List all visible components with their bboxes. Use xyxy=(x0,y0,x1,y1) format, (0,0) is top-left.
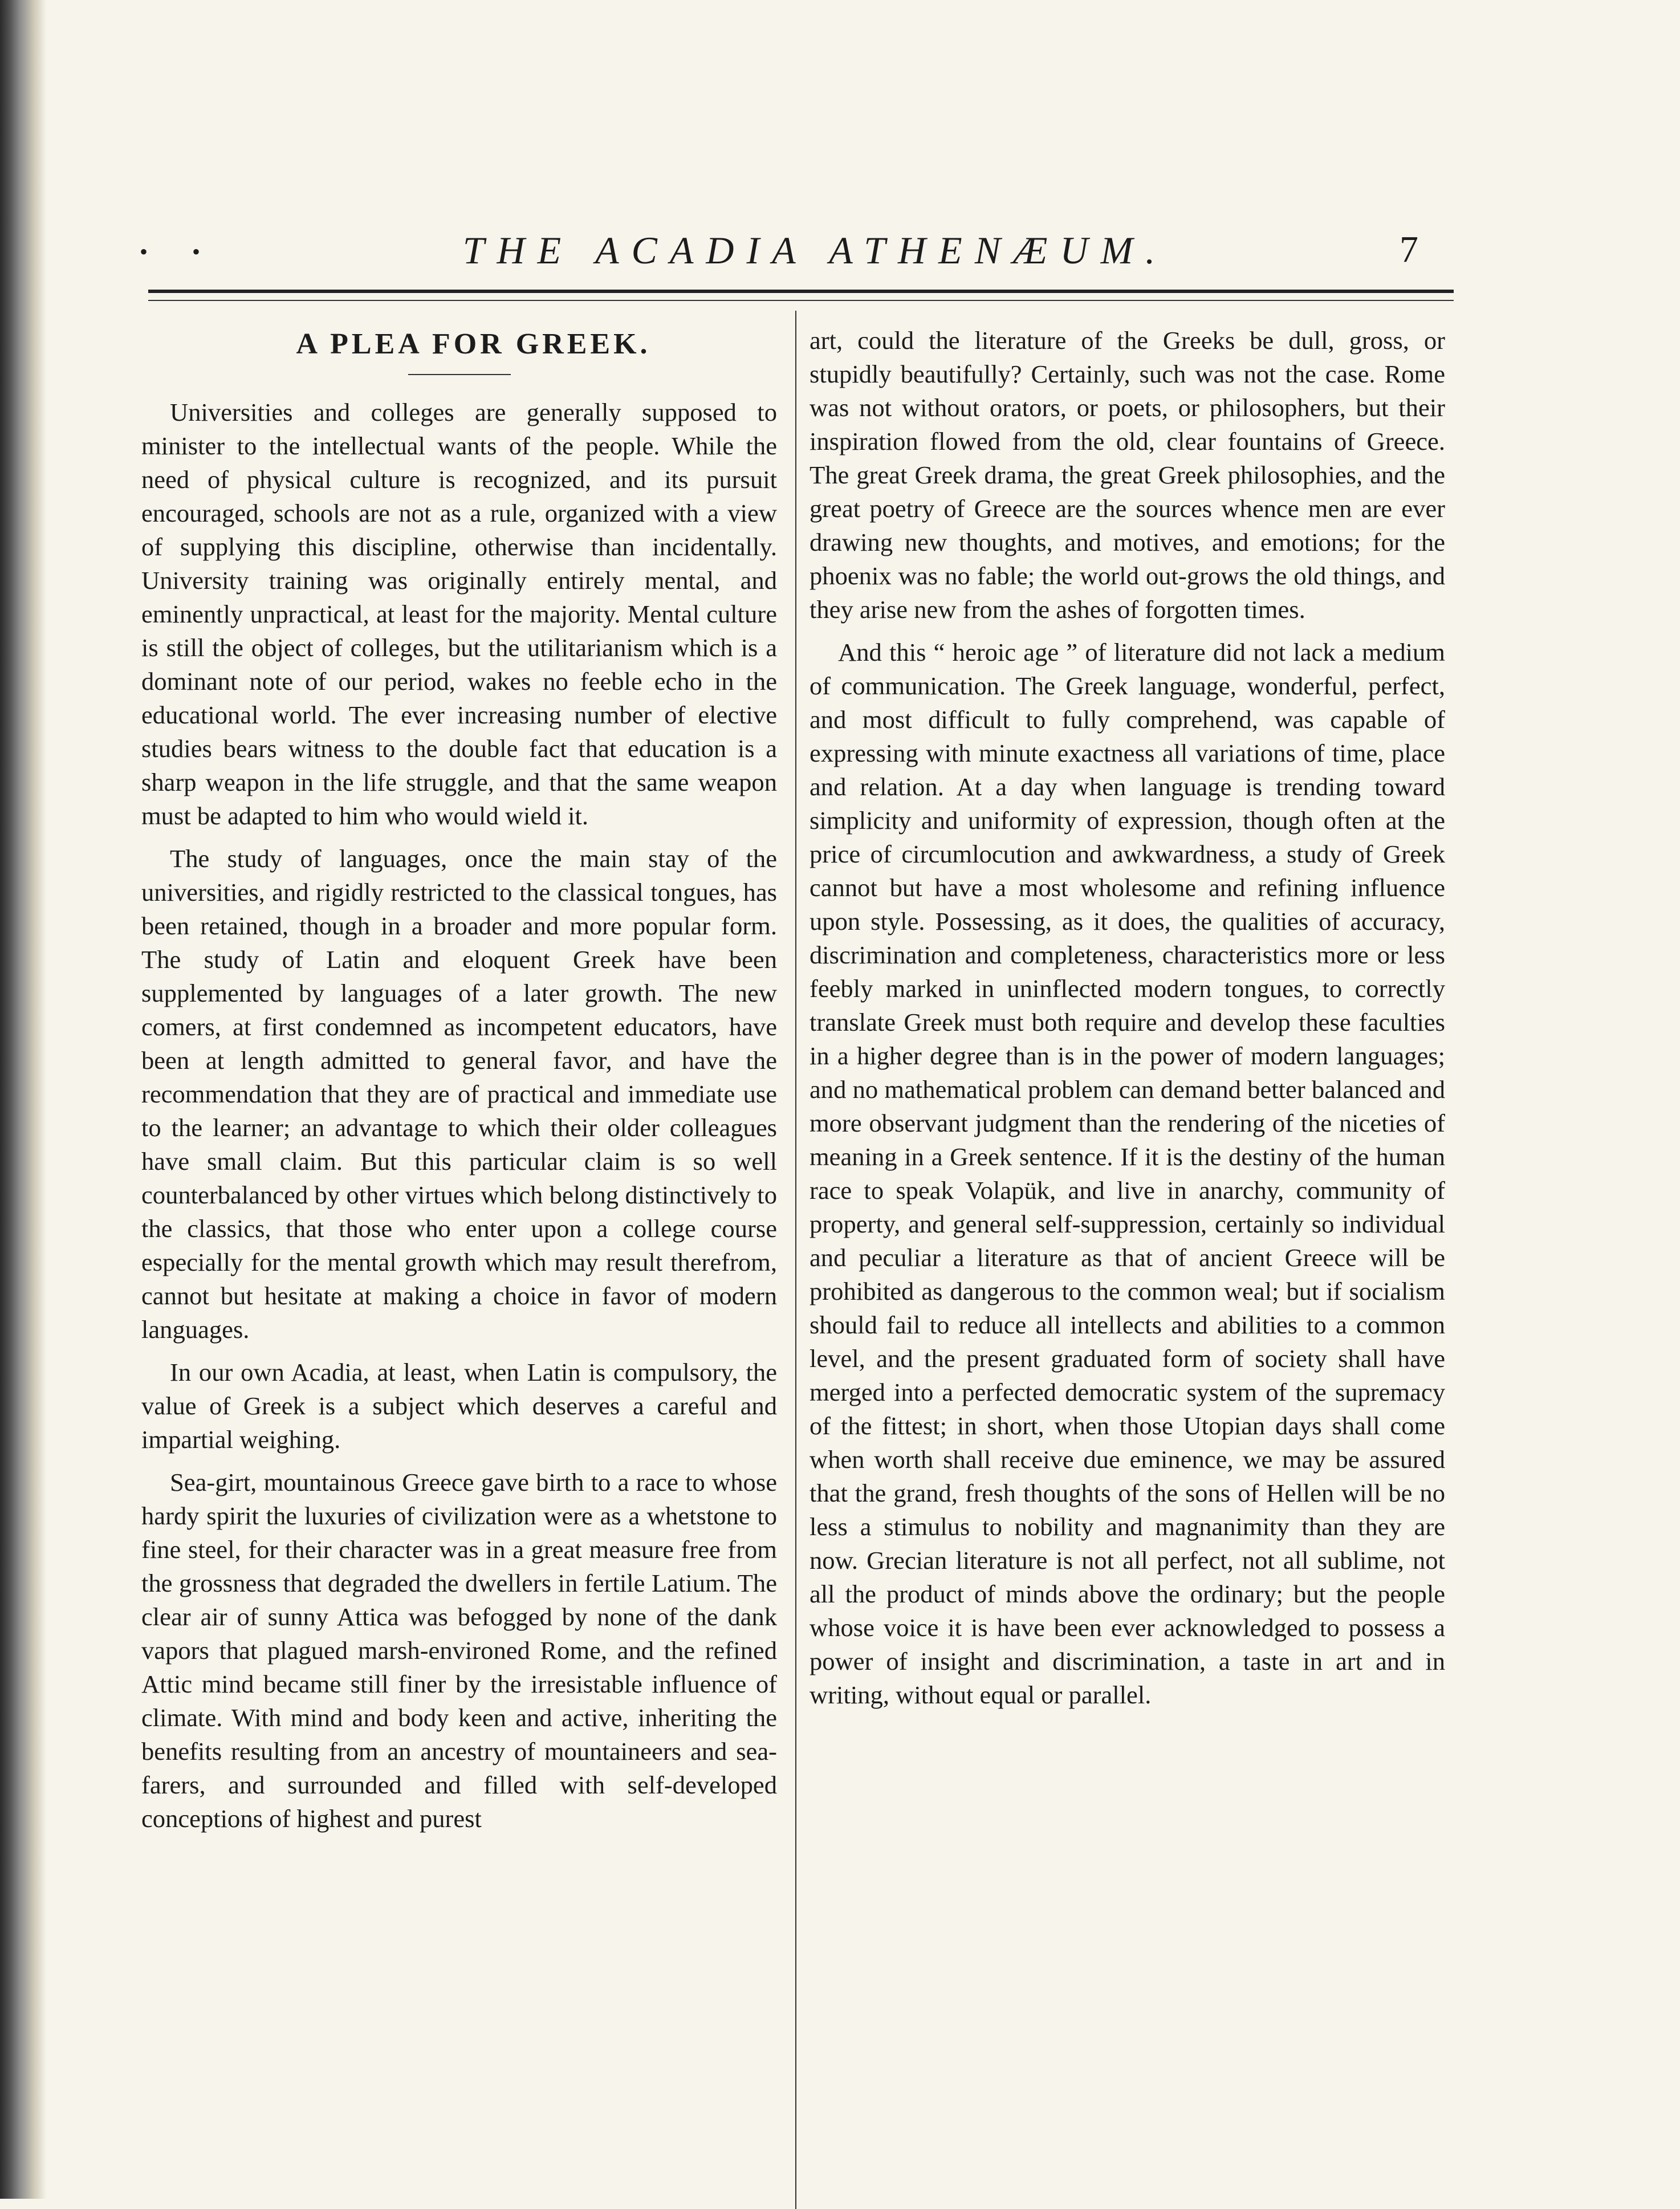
header-ornament: • • xyxy=(140,239,220,265)
running-header xyxy=(0,228,1680,274)
right-column xyxy=(810,324,1445,1721)
paragraph: The study of languages, once the main stay of the universities, and rigidly restricted to the classical tongues, has been retained, though in a broader and more popular form. The study of Latin and eloquent Greek have been supplemented by languages of a later growth. The new comers, at first condemned as incompetent educators, have been at length admitted to general favor, and have the recommendation that they are of practical and immediate use to the learner; an advantage to which their older colleagues have small claim. But this particular claim is so well counterbalanced by other virtues which belong distinctively to the classics, that those who enter upon a college course especially for the mental growth which may result therefrom, cannot but hesitate at making a choice in favor of modern languages. xyxy=(141,844,777,1344)
left-column xyxy=(141,324,777,1845)
column-divider xyxy=(795,311,796,2209)
paragraph: art, could the literature of the Greeks be dull, gross, or stupidly beautifully? Certainly, such was not the case. Rome was not without orators, or poets, or philosophers, but their inspiration flowed from the old, clear fountains of Greece. The great Greek drama, the great Greek philosophies, and the great poetry of Greece are the sources whence men are ever drawing new thoughts, and motives, and emotions; for the phoenix was no fable; the world out-grows the old things, and they arise new from the ashes of forgotten times. xyxy=(810,326,1445,624)
paragraph: Universities and colleges are generally supposed to minister to the intellectual wants of the people. While the need of physical culture is recognized, and its pursuit encouraged, schools are not as a rule, organized with a view of supplying this discipline, otherwise than incidentally. University training was originally entirely mental, and eminently unpractical, at least for the majority. Mental culture is still the object of colleges, but the utilitarianism which is a dominant note of our period, wakes no feeble echo in the educational world. The ever increasing number of elective studies bears witness to the double fact that education is a sharp weapon in the life struggle, and that the same weapon must be adapted to him who would wield it. xyxy=(141,398,777,830)
header-rule xyxy=(148,290,1454,293)
paragraph: In our own Acadia, at least, when Latin is compulsory, the value of Greek is a subject which deserves a careful and impartial weighing. xyxy=(141,1358,777,1454)
article-title: A PLEA FOR GREEK. xyxy=(296,328,651,360)
running-title: THE ACADIA ATHENÆUM. xyxy=(462,229,1168,272)
page-number: 7 xyxy=(1400,229,1418,270)
page-binding-edge xyxy=(0,0,47,2199)
paragraph: Sea-girt, mountainous Greece gave birth to a race to whose hardy spirit the luxuries of civilization were as a whetstone to fine steel, for their character was in a great measure free from the grossness that degraded the dwellers in fertile Latium. The clear air of sunny Attica was befogged by none of the dank vapors that plagued marsh-environed Rome, and the refined Attic mind became still finer by the irresistable influence of climate. With mind and body keen and active, inheriting the benefits resulting from an ancestry of mountaineers and sea-farers, and surrounded and filled with self-developed conceptions of highest and purest xyxy=(141,1468,777,1833)
paragraph: And this “ heroic age ” of literature did not lack a medium of communication. The Greek language, wonderful, perfect, and most difficult to fully comprehend, was capable of expressing with minute exactness all variations of time, place and relation. At a day when language is trending toward simplicity and uniformity of expression, though often at the price of circumlocution and awkwardness, a study of Greek cannot but have a most wholesome and refining influence upon style. Possessing, as it does, the qualities of accuracy, discrimination and completeness, characteristics more or less feebly marked in uninflected modern tongues, to correctly translate Greek must both require and develop these faculties in a higher degree than is in the power of modern languages; and no mathematical problem can demand better balanced and more observant judgment than the rendering of the niceties of meaning in a Greek sentence. If it is the destiny of the human race to speak Volapük, and live in anarchy, community of property, and general self-suppression, certainly so individual and peculiar a literature as that of ancient Greece will be prohibited as dangerous to the common weal; but if socialism should fail to reduce all intellects and abilities to a common level, and the present graduated form of society shall have merged into a perfected democratic system of the supremacy of the fittest; in short, when those Utopian days shall come when worth shall receive due eminence, we may be assured that the grand, fresh thoughts of the sons of Hellen will be no less a stimulus to nobility and magnanimity than they are now. Grecian literature is not all perfect, not all sublime, not all the product of minds above the ordinary; but the people whose voice it is have been ever acknowledged to possess a power of insight and discrimination, a taste in art and in writing, without equal or parallel. xyxy=(810,638,1445,1709)
header-rule-thin xyxy=(148,300,1454,301)
title-underline xyxy=(408,374,511,375)
